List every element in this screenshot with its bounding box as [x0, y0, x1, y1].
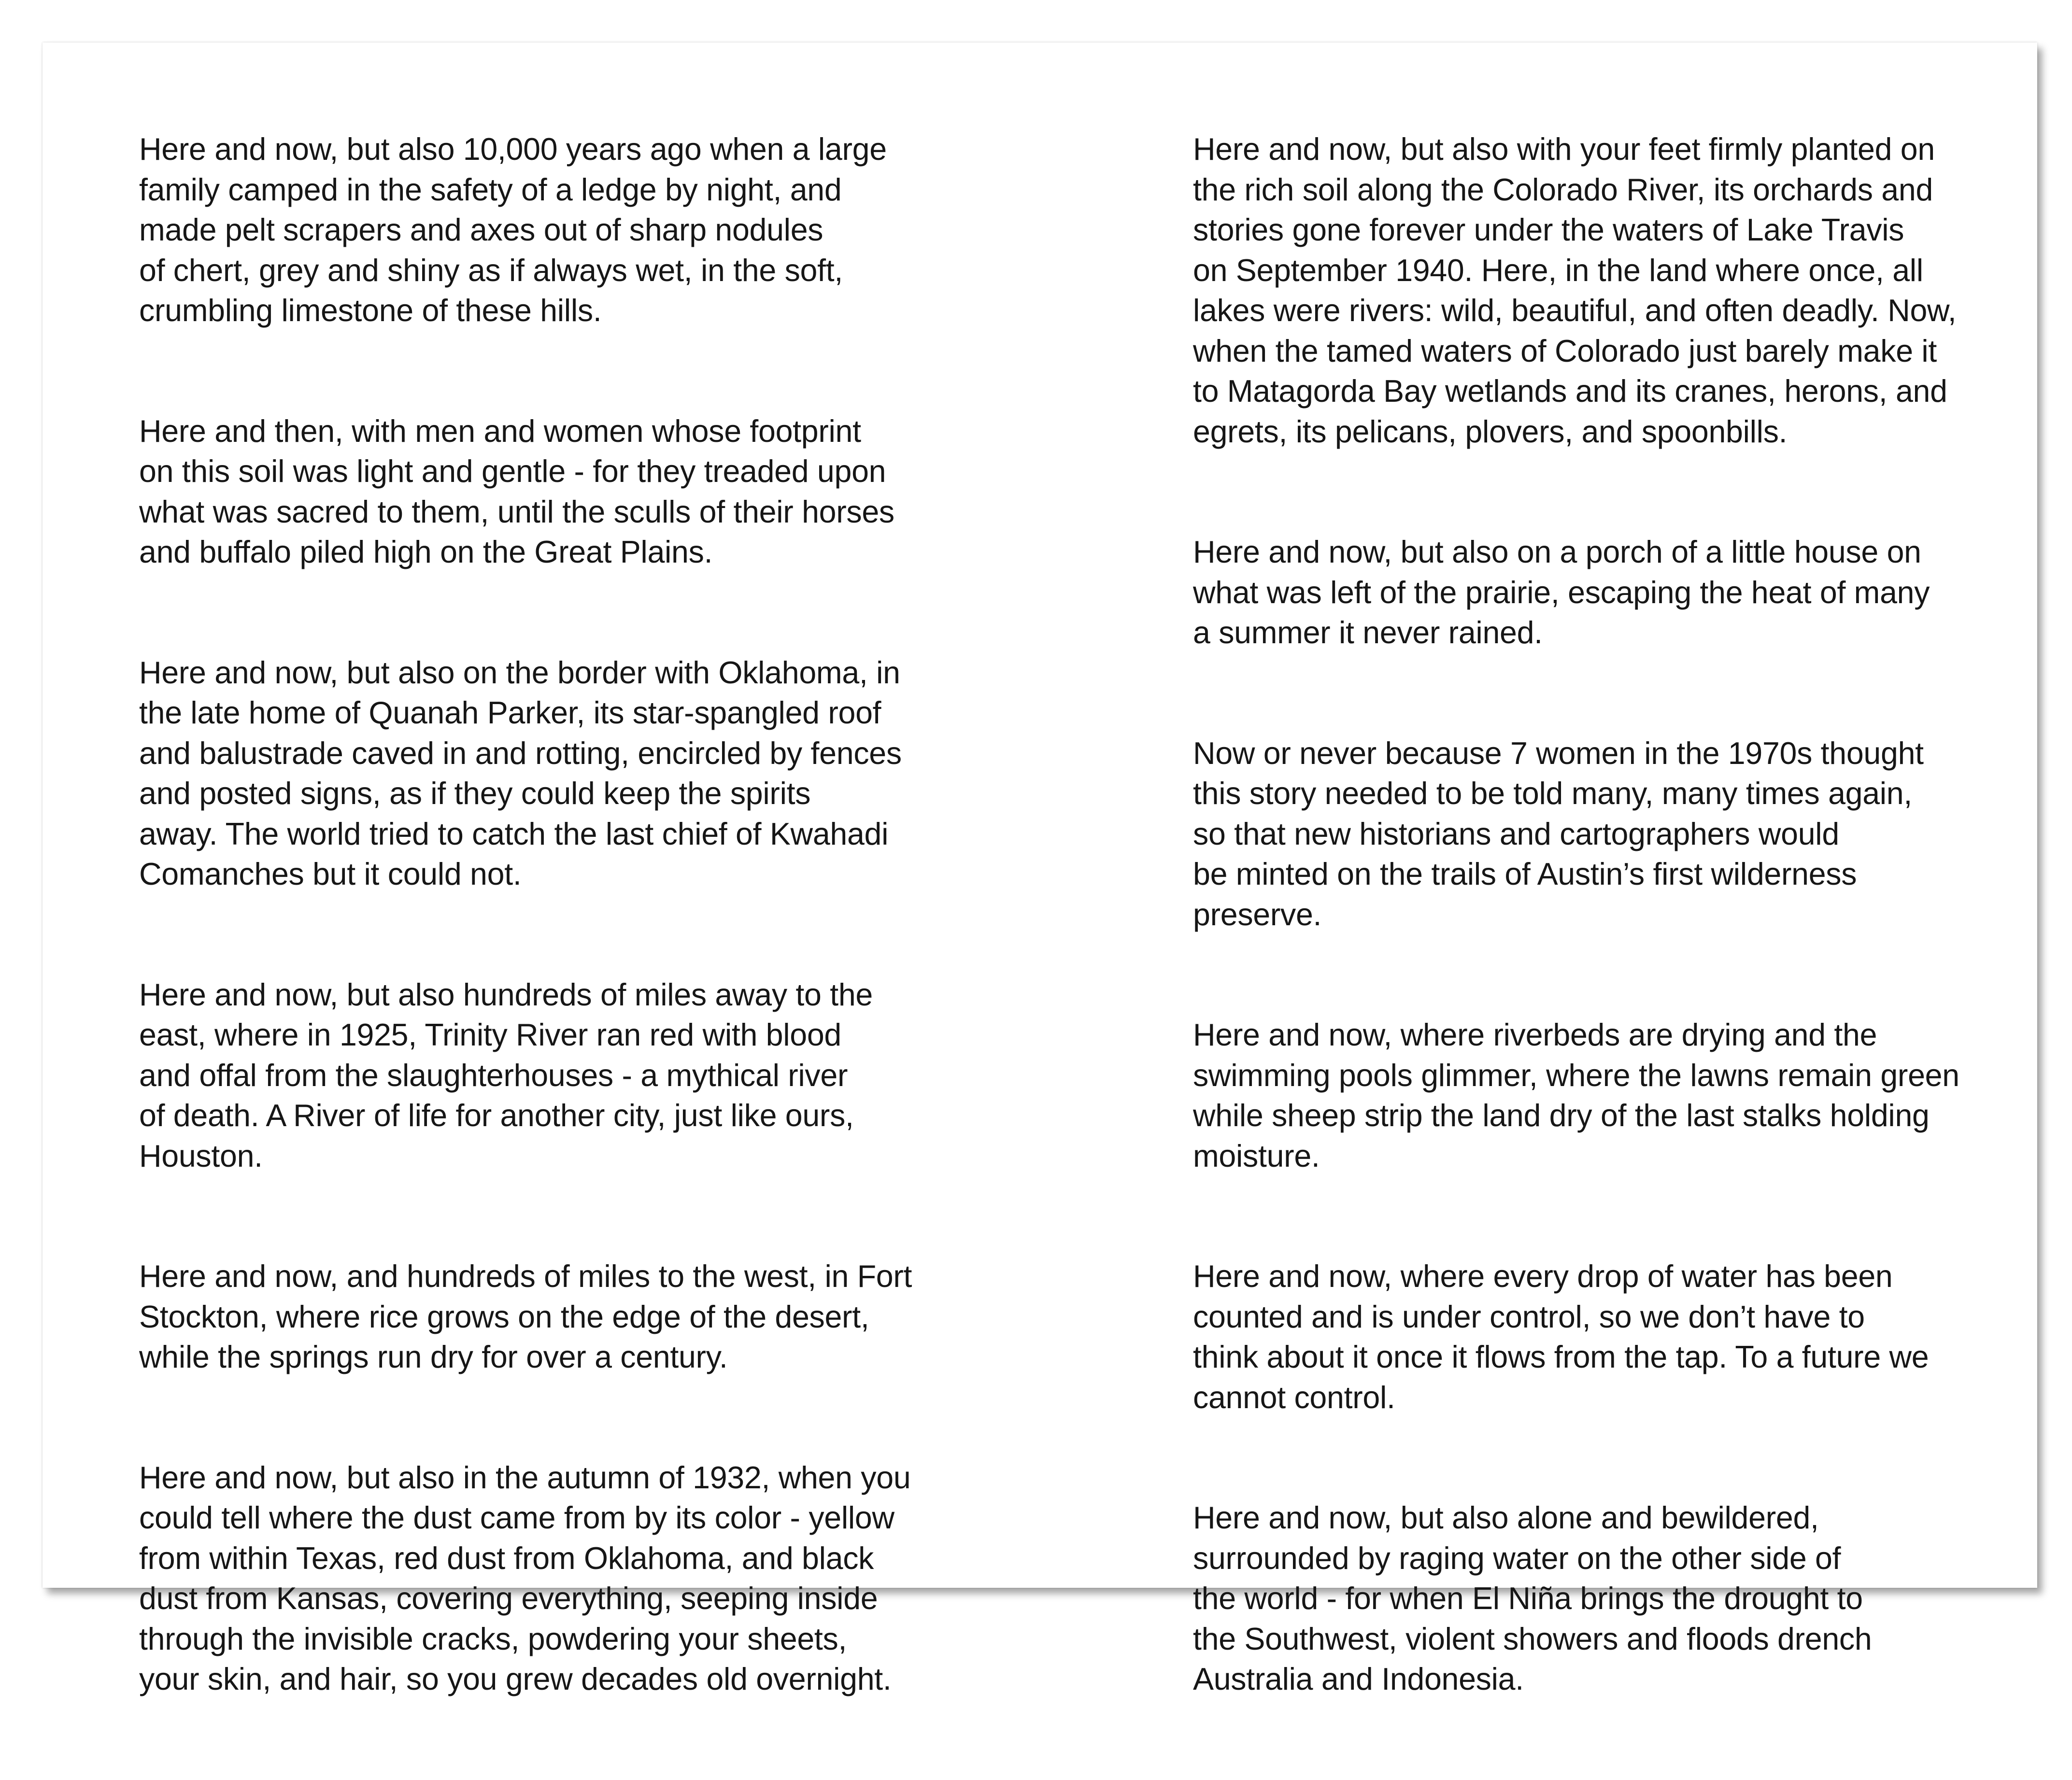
- text-line: when the tamed waters of Colorado just barely make it: [1193, 333, 1937, 368]
- text-line: Here and now, and hundreds of miles to the west, in Fort: [139, 1259, 912, 1294]
- paragraph: [139, 1458, 970, 1700]
- text-line: Here and now, where every drop of water has been: [1193, 1259, 1893, 1294]
- text-line: Here and now, but also with your feet firmly planted on: [1193, 132, 1935, 167]
- paragraph: [139, 653, 970, 895]
- text-line: so that new historians and cartographers would: [1193, 816, 1839, 851]
- text-line: Here and now, but also on a porch of a little house on: [1193, 535, 1921, 569]
- text-line: made pelt scrapers and axes out of sharp nodules: [139, 212, 823, 247]
- text-line: through the invisible cracks, powdering your sheets,: [139, 1621, 847, 1656]
- text-line: lakes were rivers: wild, beautiful, and often deadly. Now,: [1193, 293, 1957, 328]
- text-line: of chert, grey and shiny as if always wet, in the soft,: [139, 253, 843, 288]
- paragraph: [1193, 1015, 2009, 1176]
- text-line: moisture.: [1193, 1138, 1320, 1173]
- text-line: the late home of Quanah Parker, its star-spangled roof: [139, 695, 881, 730]
- text-line: what was left of the prairie, escaping the heat of many: [1193, 575, 1930, 610]
- paragraph: [139, 975, 970, 1177]
- paragraph: [1193, 734, 2009, 935]
- text-line: Here and now, but also on the border with Oklahoma, in: [139, 655, 900, 690]
- text-line: and posted signs, as if they could keep the spirits: [139, 776, 811, 811]
- text-line: preserve.: [1193, 897, 1322, 932]
- text-line: Here and then, with men and women whose footprint: [139, 413, 861, 449]
- text-line: be minted on the trails of Austin’s first wilderness: [1193, 857, 1857, 891]
- text-line: on September 1940. Here, in the land where once, all: [1193, 253, 1923, 288]
- text-line: this story needed to be told many, many times again,: [1193, 776, 1913, 811]
- paragraph: [139, 129, 970, 331]
- text-line: cannot control.: [1193, 1380, 1395, 1415]
- left-page: [43, 42, 1045, 1696]
- text-line: to Matagorda Bay wetlands and its cranes, herons, and: [1193, 374, 1947, 409]
- text-line: the rich soil along the Colorado River, its orchards and: [1193, 172, 1933, 207]
- text-line: surrounded by raging water on the other side of: [1193, 1540, 1841, 1576]
- paragraph: [139, 411, 970, 573]
- text-line: could tell where the dust came from by its color - yellow: [139, 1500, 894, 1535]
- text-line: a summer it never rained.: [1193, 615, 1543, 650]
- text-line: on this soil was light and gentle - for they treaded upon: [139, 454, 886, 489]
- text-line: Here and now, but also 10,000 years ago when a large: [139, 132, 887, 167]
- text-line: from within Texas, red dust from Oklahoma, and black: [139, 1540, 874, 1576]
- right-page-text-column: [1193, 129, 2009, 1780]
- book-spread: [43, 42, 2037, 1696]
- text-line: Australia and Indonesia.: [1193, 1662, 1524, 1696]
- text-line: away. The world tried to catch the last chief of Kwahadi: [139, 816, 889, 851]
- text-line: while the springs run dry for over a century.: [139, 1340, 728, 1374]
- text-line: Here and now, where riverbeds are drying and the: [1193, 1017, 1877, 1052]
- text-line: Comanches but it could not.: [139, 857, 522, 891]
- text-line: and buffalo piled high on the Great Plains.: [139, 535, 713, 569]
- text-line: and offal from the slaughterhouses - a mythical river: [139, 1058, 848, 1093]
- text-line: Stockton, where rice grows on the edge of the desert,: [139, 1299, 869, 1334]
- text-line: the Southwest, violent showers and floods drench: [1193, 1621, 1872, 1656]
- text-line: Now or never because 7 women in the 1970s thought: [1193, 735, 1924, 771]
- text-line: dust from Kansas, covering everything, seeping inside: [139, 1581, 878, 1616]
- text-line: east, where in 1925, Trinity River ran red with blood: [139, 1017, 841, 1052]
- paragraph: [1193, 1498, 2009, 1700]
- text-line: Here and now, but also alone and bewildered,: [1193, 1500, 1819, 1535]
- text-line: of death. A River of life for another city, just like ours,: [139, 1098, 854, 1133]
- paragraph: [1193, 129, 2009, 452]
- text-line: Houston.: [139, 1138, 263, 1173]
- left-page-text-column: [139, 129, 970, 1780]
- text-line: swimming pools glimmer, where the lawns remain green: [1193, 1058, 1959, 1093]
- text-line: while sheep strip the land dry of the last stalks holding: [1193, 1098, 1930, 1133]
- text-line: and balustrade caved in and rotting, encircled by fences: [139, 735, 902, 771]
- paragraph: [139, 1257, 970, 1378]
- text-line: your skin, and hair, so you grew decades old overnight.: [139, 1662, 892, 1696]
- text-line: family camped in the safety of a ledge by night, and: [139, 172, 842, 207]
- text-line: Here and now, but also hundreds of miles away to the: [139, 977, 873, 1012]
- text-line: the world - for when El Niña brings the drought to: [1193, 1581, 1863, 1616]
- text-line: Here and now, but also in the autumn of 1932, when you: [139, 1460, 911, 1495]
- text-line: crumbling limestone of these hills.: [139, 293, 602, 328]
- text-line: counted and is under control, so we don’t have to: [1193, 1299, 1865, 1334]
- text-line: what was sacred to them, until the sculls of their horses: [139, 494, 894, 529]
- text-line: egrets, its pelicans, plovers, and spoonbills.: [1193, 414, 1788, 449]
- text-line: stories gone forever under the waters of Lake Travis: [1193, 212, 1904, 247]
- paragraph: [1193, 532, 2009, 653]
- text-line: think about it once it flows from the tap. To a future we: [1193, 1340, 1929, 1374]
- paragraph: [1193, 1257, 2009, 1418]
- right-page: [1045, 42, 2037, 1696]
